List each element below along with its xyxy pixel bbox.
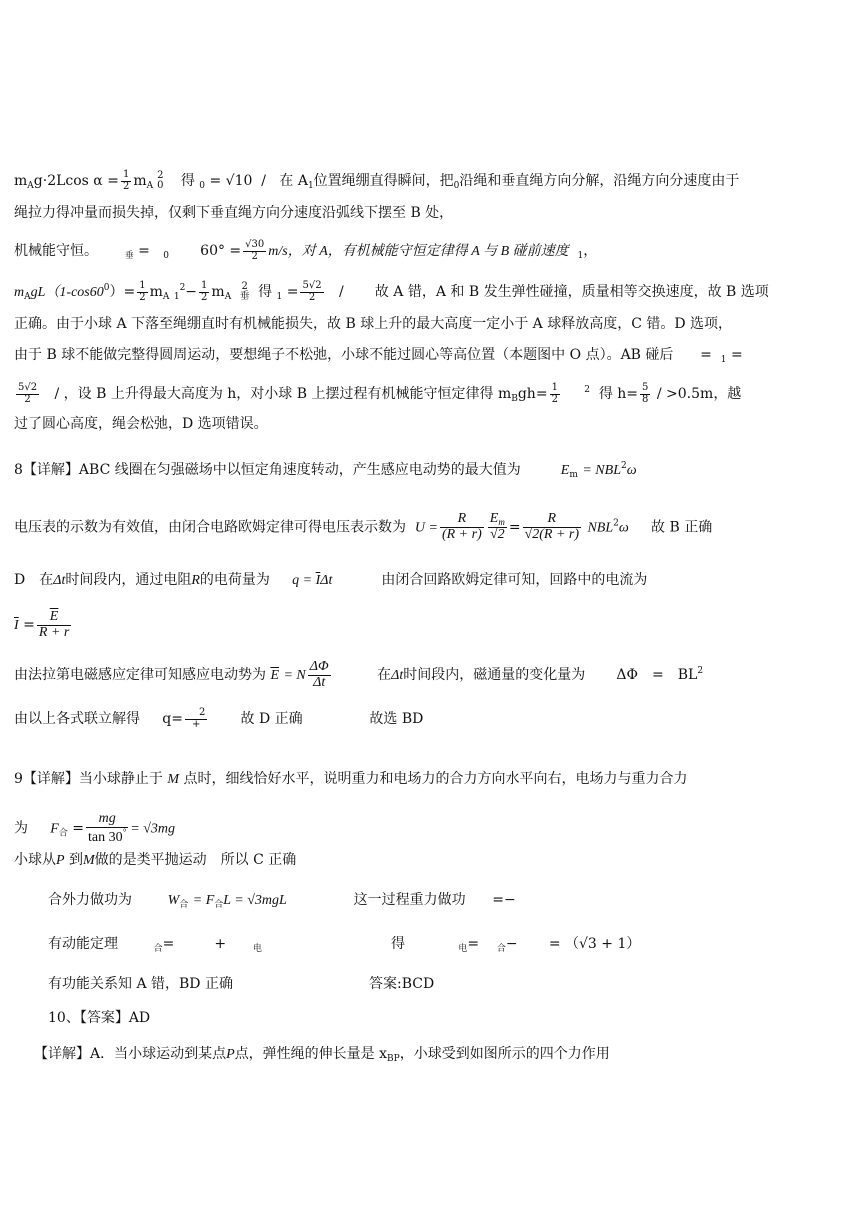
p8-line-2: 电压表的示数为有效值，由闭合电路欧姆定律可得电压表示数为 U = $\frac{R}{(R + r)}$ $\frac{E_m}{√2}$ = $\frac{R}{√2(R + r)}$ NBL$^2$ω 故 B 正确 bbox=[14, 511, 713, 543]
p7-line-5: 正确。由于小球 A 下落至绳绷直时有机械能损失，故 B 球上升的最大高度一定小于 A 球释放高度，C 错。D 选项， bbox=[14, 316, 733, 332]
p7-line-6: 由于 B 球不能做完整得圆周运动，要想绳子不松弛，小球不能过圆心等高位置（本题图中 O 点）。AB 碰后 = $_1$ = bbox=[14, 347, 743, 365]
p9-line-5: 有动能定理 $_合$= + $_电$ 得 $_电$= $_合$− = （√3 + 1） bbox=[48, 936, 641, 954]
p10-line-2: 【详解】A．当小球运动到某点P点，弹性绳的伸长量是 $x_{BP}$，小球受到如图所示的四个力作用 bbox=[34, 1046, 610, 1064]
p7-line-2: 绳拉力得冲量而损失掉，仅剩下垂直绳方向分速度沿弧线下摆至 B 处， bbox=[14, 205, 454, 221]
p8-line-5: 由法拉第电磁感应定律可知感应电动势为 $\overline{E} = N$ $\frac{\Delta\Phi}{\Delta t}$ 在Δt时间段内，磁通量的变化量为 ΔΦ = $BL^2$ bbox=[14, 659, 704, 690]
p8-line-6: 由以上各式联立解得 q= $\frac{2}{+}$ 故 D 正确 故选 BD bbox=[14, 707, 424, 730]
p7-line-3: 机械能守恒。 $_垂$ = $_0$ 60° = $\frac{√30}{2}$ m/s，对 A，有机械能守恒定律得 A 与 B 碰前速度 $_1$， bbox=[14, 239, 598, 262]
p8-line-1: 8【详解】ABC 线圈在匀强磁场中以恒定角速度转动，产生感应电动势的最大值为 $E_m = NBL^2\omega$ bbox=[14, 461, 637, 480]
p8-line-4: $\overline{I}$ = $\frac{\overline{E}}{R + r}$ bbox=[14, 609, 70, 640]
p7-line-1: $m_Ag\cdot 2Lcos$ α = $\frac{1}{2}$ $m_A$ 2 0 得 $_0$ = √10 / 在 $A_1$位置绳绷直得瞬间，把$_0$沿绳和垂直绳方向分解，沿绳方向分速度由于 bbox=[14, 169, 740, 192]
p8-line-3: D 在Δt时间段内，通过电阻R的电荷量为 $q = \overline{I}\Delta t$ 由闭合回路欧姆定律可知，回路中的电流为 bbox=[14, 572, 648, 588]
p7-line-8: 过了圆心高度，绳会松弛，D 选项错误。 bbox=[14, 416, 268, 432]
p9-line-6: 有功能关系知 A 错，BD 正确 答案:BCD bbox=[48, 976, 435, 992]
p7-line-7: $\frac{5√2}{2}$ / ，设 B 上升得最大高度为 h，对小球 B 上摆过程有机械能守恒定律得 $m_Bgh=$ $\frac{1}{2}$ $^2$ 得 h= $\frac{5}{8}$ / >0.5m，越 bbox=[18, 382, 742, 405]
p7-line-4: $m_AgL(1-\cos 60^0)=$ $\frac{1}{2}$ $m_A$ $_1^2$− $\frac{1}{2}$ $m_A$ 2 垂 得 $_1$ = $\frac{5√2}{2}$ / 故 A 错，A 和 B 发生弹性碰撞，质量相等交换速度，故 B 选项 bbox=[14, 280, 769, 303]
p9-line-3: 小球从P 到M做的是类平抛运动 所以 C 正确 bbox=[14, 852, 297, 868]
p9-line-1: 9【详解】当小球静止于 M 点时，细线恰好水平，说明重力和电场力的合力方向水平向右，电场力与重力合力 bbox=[14, 771, 688, 787]
p10-line-1: 10、【答案】AD bbox=[48, 1010, 151, 1026]
p9-line-4: 合外力做功为 $W_合 = F_合L = √3mgL$ 这一过程重力做功 =− bbox=[48, 892, 516, 910]
p9-line-2: 为 $F_合$ = $\frac{mg}{\tan 30^\circ}$ = √3mg bbox=[14, 811, 175, 845]
